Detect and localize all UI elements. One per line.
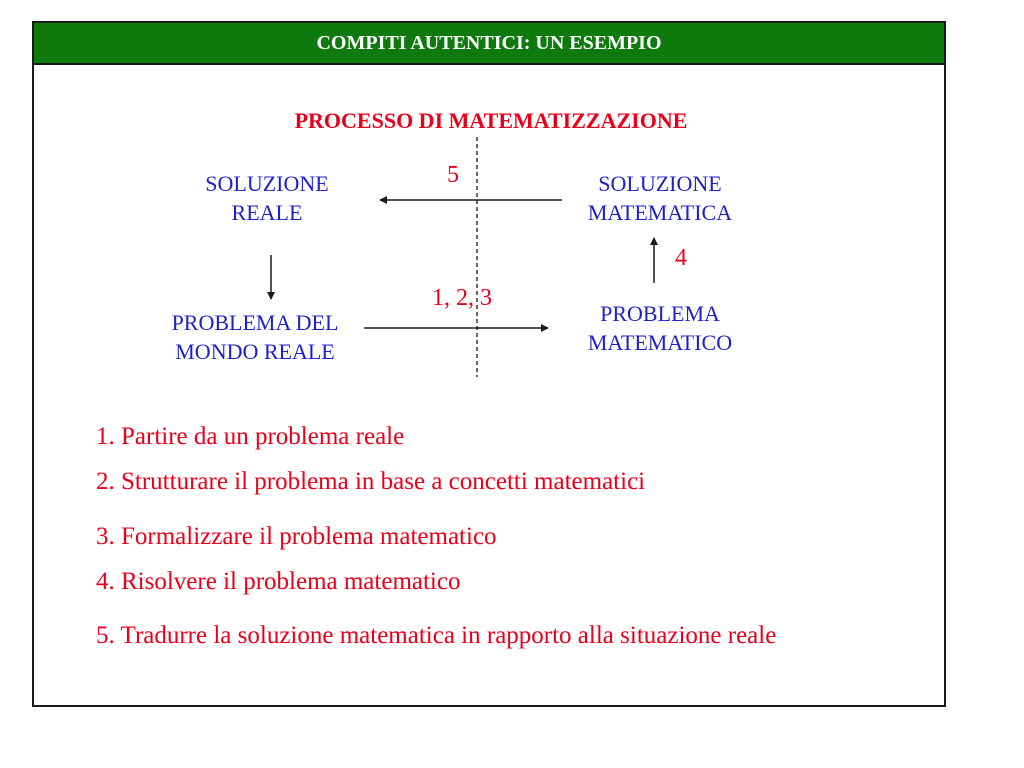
step-item: 1. Partire da un problema reale — [96, 423, 405, 450]
step-item: 4. Risolvere il problema matematico — [96, 568, 461, 595]
node-math-solution-line2: MATEMATICA — [587, 200, 733, 225]
diagram-connectors — [34, 23, 948, 709]
node-real-solution-line1: SOLUZIONE — [205, 171, 329, 196]
node-math-problem — [560, 299, 760, 357]
step-item: 5. Tradurre la soluzione matematica in rapporto alla situazione reale — [96, 622, 777, 649]
node-math-solution — [560, 169, 760, 227]
node-real-solution-line2: REALE — [231, 200, 303, 225]
edge-label-bottom: 1, 2, 3 — [432, 285, 492, 311]
node-math-problem-line2: MATEMATICO — [587, 330, 733, 355]
node-real-problem-line1: PROBLEMA DEL — [171, 310, 339, 335]
edge-label-right: 4 — [675, 245, 687, 271]
node-real-problem-line2: MONDO REALE — [175, 339, 335, 364]
node-math-problem-line1: PROBLEMA — [600, 301, 720, 326]
slide-header: COMPITI AUTENTICI: UN ESEMPIO — [34, 23, 944, 65]
node-real-solution — [167, 169, 367, 227]
step-item: 3. Formalizzare il problema matematico — [96, 523, 497, 550]
edge-label-top: 5 — [447, 162, 459, 188]
slide-frame — [32, 21, 946, 707]
diagram-title: PROCESSO DI MATEMATIZZAZIONE — [294, 108, 688, 133]
node-math-solution-line1: SOLUZIONE — [598, 171, 722, 196]
node-real-problem — [145, 308, 365, 366]
step-item: 2. Strutturare il problema in base a concetti matematici — [96, 468, 646, 495]
